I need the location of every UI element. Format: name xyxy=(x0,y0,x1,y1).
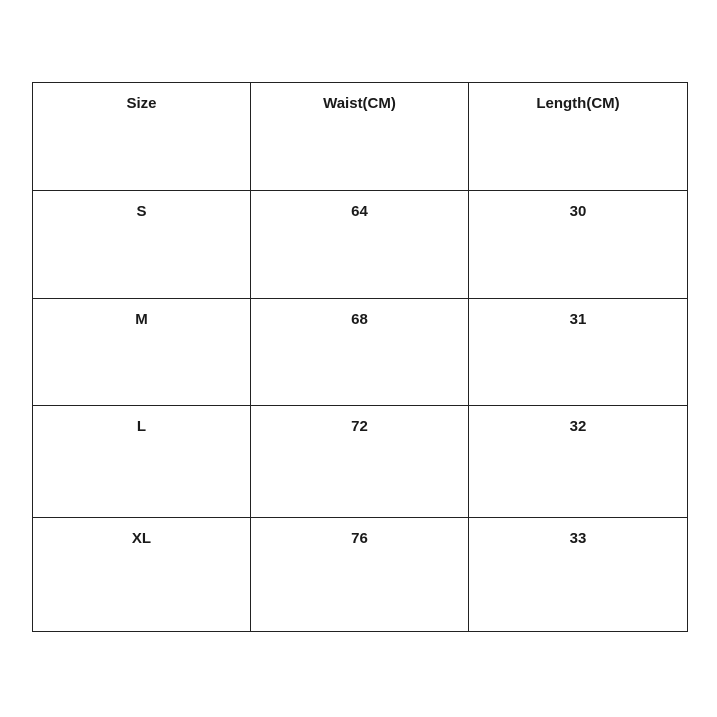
header-waist: Waist(CM) xyxy=(251,83,469,191)
table-row xyxy=(33,406,688,518)
cell-length: 33 xyxy=(469,518,688,632)
cell-length: 30 xyxy=(469,191,688,299)
size-chart-table xyxy=(32,82,688,632)
cell-waist: 68 xyxy=(251,299,469,406)
table-row xyxy=(33,518,688,632)
cell-waist: 64 xyxy=(251,191,469,299)
cell-length: 32 xyxy=(469,406,688,518)
cell-size: L xyxy=(33,406,251,518)
cell-size: S xyxy=(33,191,251,299)
cell-size: M xyxy=(33,299,251,406)
cell-waist: 72 xyxy=(251,406,469,518)
table-row xyxy=(33,299,688,406)
cell-length: 31 xyxy=(469,299,688,406)
header-length: Length(CM) xyxy=(469,83,688,191)
cell-size: XL xyxy=(33,518,251,632)
header-row xyxy=(33,83,688,191)
table-row xyxy=(33,191,688,299)
header-size: Size xyxy=(33,83,251,191)
cell-waist: 76 xyxy=(251,518,469,632)
